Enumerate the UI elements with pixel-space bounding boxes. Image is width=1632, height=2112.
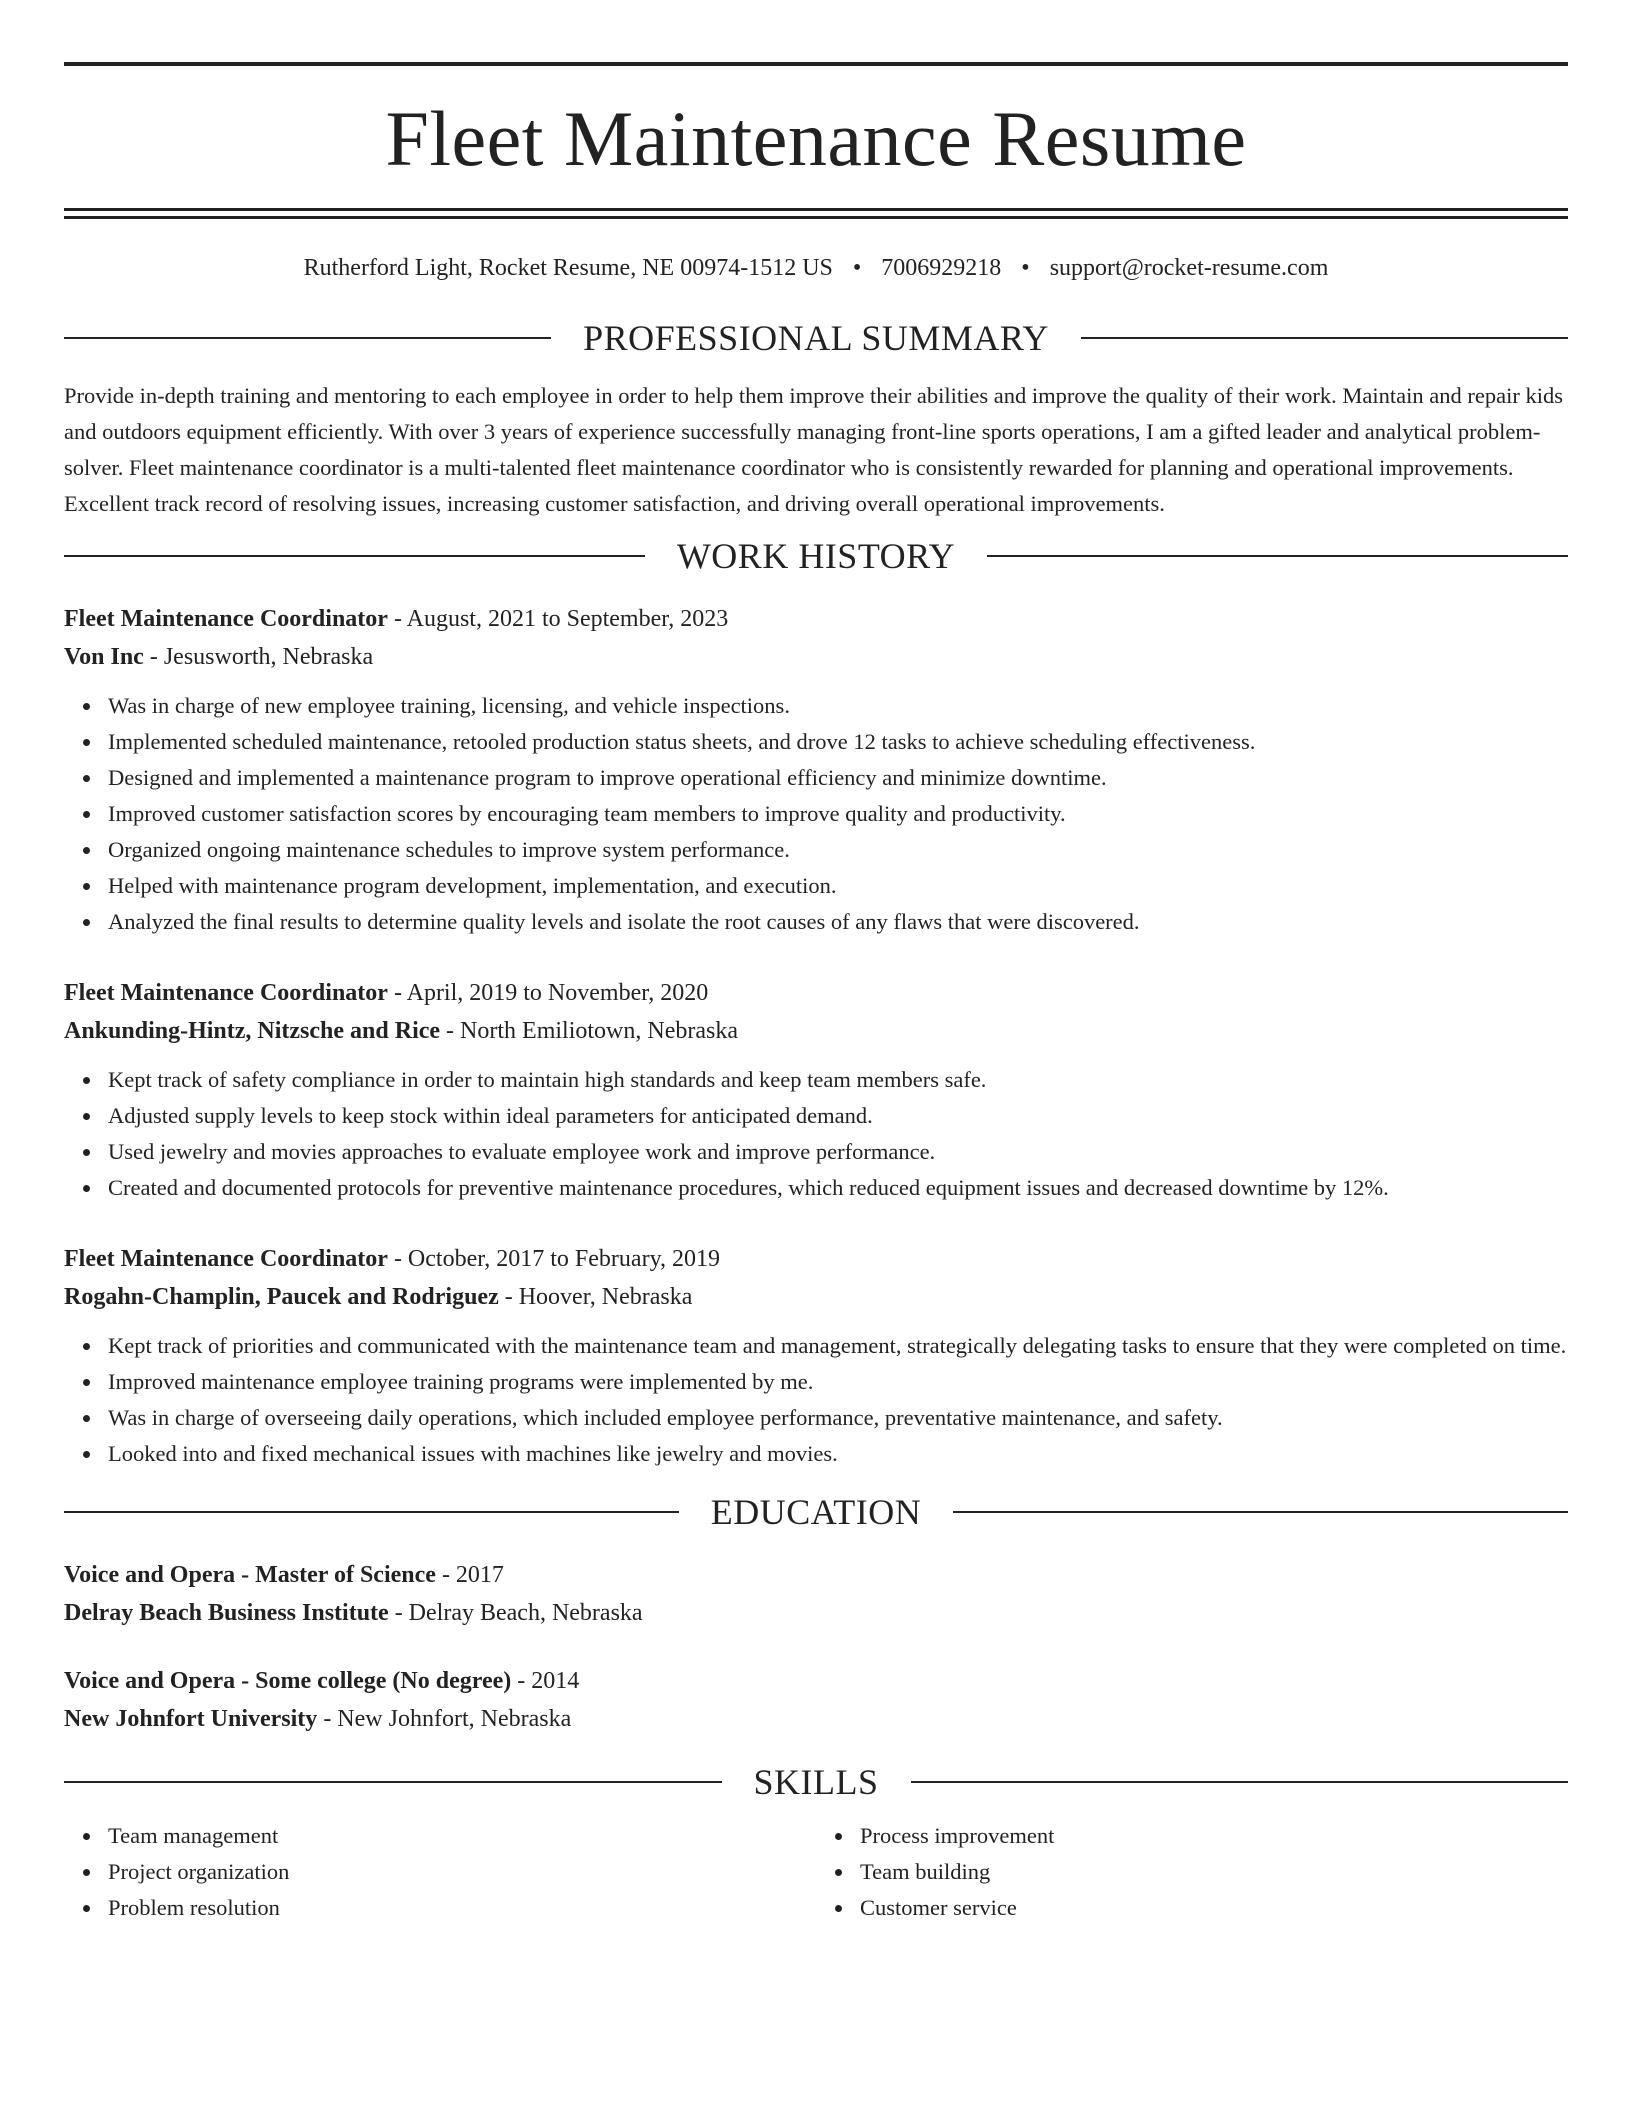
- title-double-rule: [64, 208, 1568, 219]
- education-degree-line: [64, 1662, 1568, 1700]
- job-company: Von Inc: [64, 644, 144, 670]
- job-entry: [64, 600, 1568, 940]
- skills-section-heading: [64, 1764, 1568, 1800]
- job-bullet: Looked into and fixed mechanical issues with machines like jewelry and movies.: [108, 1436, 1568, 1472]
- job-dates: - October, 2017 to February, 2019: [387, 1246, 721, 1272]
- job-title: Fleet Maintenance Coordinator: [64, 980, 388, 1006]
- job-bullet: Was in charge of overseeing daily operations, which included employee performance, preventative maintenance, and safety.: [108, 1400, 1568, 1436]
- job-bullet: Helped with maintenance program development, implementation, and execution.: [108, 868, 1568, 904]
- contact-line: [64, 255, 1568, 282]
- job-title-line: [64, 600, 1568, 638]
- contact-address: Rutherford Light, Rocket Resume, NE 00974-1512 US: [303, 255, 833, 281]
- education-year: - 2017: [435, 1562, 504, 1588]
- education-degree-line: [64, 1556, 1568, 1594]
- skills-list-right: [816, 1818, 1568, 1926]
- job-location: - Hoover, Nebraska: [498, 1284, 693, 1310]
- heading-rule-left: [64, 337, 551, 339]
- summary-heading: PROFESSIONAL SUMMARY: [583, 318, 1049, 358]
- job-bullet: Improved maintenance employee training programs were implemented by me.: [108, 1364, 1568, 1400]
- job-company-line: [64, 638, 1568, 676]
- summary-section-heading: [64, 320, 1568, 356]
- education-location: - New Johnfort, Nebraska: [317, 1706, 572, 1732]
- job-bullet: Kept track of safety compliance in order to maintain high standards and keep team members safe.: [108, 1062, 1568, 1098]
- education-entry: [64, 1662, 1568, 1738]
- top-rule: [64, 62, 1568, 66]
- skills-heading: SKILLS: [753, 1762, 879, 1802]
- job-title-line: [64, 974, 1568, 1012]
- job-entry: [64, 974, 1568, 1206]
- job-dates: - August, 2021 to September, 2023: [387, 606, 729, 632]
- skill-item: Process improvement: [860, 1818, 1568, 1854]
- job-bullet: Was in charge of new employee training, licensing, and vehicle inspections.: [108, 688, 1568, 724]
- job-dates: - April, 2019 to November, 2020: [387, 980, 709, 1006]
- skill-item: Customer service: [860, 1890, 1568, 1926]
- skills-list-left: [64, 1818, 816, 1926]
- contact-phone: 7006929218: [881, 255, 1002, 281]
- skill-item: Project organization: [108, 1854, 816, 1890]
- work-heading: WORK HISTORY: [676, 536, 956, 576]
- education-school-line: [64, 1700, 1568, 1738]
- education-section-heading: [64, 1494, 1568, 1530]
- job-bullet: Implemented scheduled maintenance, retooled production status sheets, and drove 12 tasks to achieve scheduling effectiveness.: [108, 724, 1568, 760]
- education-year: - 2014: [511, 1668, 580, 1694]
- job-title: Fleet Maintenance Coordinator: [64, 606, 388, 632]
- heading-rule-right: [1081, 337, 1568, 339]
- education-school: Delray Beach Business Institute: [64, 1600, 389, 1626]
- job-company-line: [64, 1278, 1568, 1316]
- job-title-line: [64, 1240, 1568, 1278]
- job-company: Rogahn-Champlin, Paucek and Rodriguez: [64, 1284, 499, 1310]
- education-location: - Delray Beach, Nebraska: [388, 1600, 643, 1626]
- education-school: New Johnfort University: [64, 1706, 318, 1732]
- job-bullet: Organized ongoing maintenance schedules to improve system performance.: [108, 832, 1568, 868]
- contact-email: support@rocket-resume.com: [1049, 255, 1329, 281]
- resume-title: Fleet Maintenance Resume: [385, 95, 1247, 182]
- education-school-line: [64, 1594, 1568, 1632]
- education-degree: Voice and Opera - Some college (No degree): [64, 1668, 512, 1694]
- job-bullet: Kept track of priorities and communicated with the maintenance team and management, strategically delegating tasks to ensure that they were completed on time.: [108, 1328, 1568, 1364]
- job-entry: [64, 1240, 1568, 1472]
- heading-rule-left: [64, 1781, 722, 1783]
- heading-rule-left: [64, 555, 645, 557]
- job-location: - North Emiliotown, Nebraska: [440, 1018, 738, 1044]
- job-bullet: Adjusted supply levels to keep stock within ideal parameters for anticipated demand.: [108, 1098, 1568, 1134]
- skills-columns: [64, 1818, 1568, 1926]
- skill-item: Team building: [860, 1854, 1568, 1890]
- heading-rule-right: [911, 1781, 1569, 1783]
- job-location: - Jesusworth, Nebraska: [143, 644, 374, 670]
- job-bullet: Created and documented protocols for preventive maintenance procedures, which reduced equipment issues and decreased downtime by 12%.: [108, 1170, 1568, 1206]
- job-company: Ankunding-Hintz, Nitzsche and Rice: [64, 1018, 441, 1044]
- summary-text: Provide in-depth training and mentoring to each employee in order to help them improve their abilities and improve the quality of their work. Maintain and repair kids and outdoors equipment efficiently. With over 3 years of experience successfully managing front-line sports operations, I am a gifted leader and analytical problem-solver. Fleet maintenance coordinator is a multi-talented fleet maintenance coordinator who is consistently rewarded for planning and operational improvements. Excellent track record of resolving issues, increasing customer satisfaction, and driving overall operational improvements.: [64, 383, 1563, 516]
- education-degree: Voice and Opera - Master of Science: [64, 1562, 436, 1588]
- job-title: Fleet Maintenance Coordinator: [64, 1246, 388, 1272]
- job-bullet: Used jewelry and movies approaches to evaluate employee work and improve performance.: [108, 1134, 1568, 1170]
- skill-item: Problem resolution: [108, 1890, 816, 1926]
- job-bullet: Improved customer satisfaction scores by encouraging team members to improve quality and productivity.: [108, 796, 1568, 832]
- work-section-heading: [64, 538, 1568, 574]
- job-bullet: Designed and implemented a maintenance program to improve operational efficiency and minimize downtime.: [108, 760, 1568, 796]
- heading-rule-right: [987, 555, 1568, 557]
- education-heading: EDUCATION: [710, 1492, 922, 1532]
- contact-separator: •: [852, 255, 862, 281]
- job-bullets: [64, 688, 1568, 940]
- heading-rule-left: [64, 1511, 679, 1513]
- job-bullet: Analyzed the final results to determine quality levels and isolate the root causes of any flaws that were discovered.: [108, 904, 1568, 940]
- skill-item: Team management: [108, 1818, 816, 1854]
- job-company-line: [64, 1012, 1568, 1050]
- education-entry: [64, 1556, 1568, 1632]
- heading-rule-right: [953, 1511, 1568, 1513]
- contact-separator: •: [1021, 255, 1030, 281]
- job-bullets: [64, 1328, 1568, 1472]
- job-bullets: [64, 1062, 1568, 1206]
